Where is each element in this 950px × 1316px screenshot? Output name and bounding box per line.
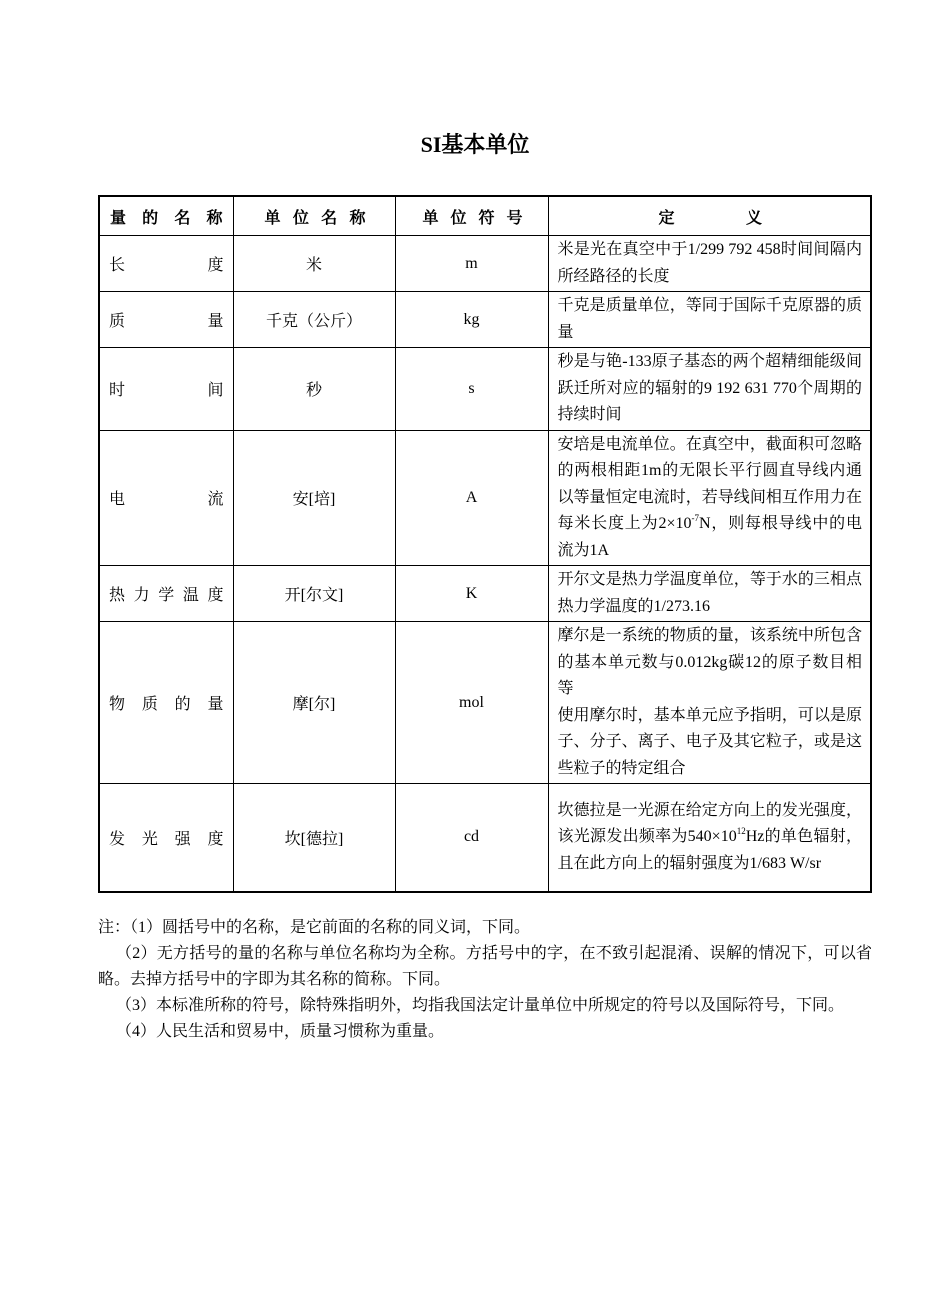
unit-symbol-cell: kg (395, 292, 548, 348)
header-unit-name: 单 位 名 称 (233, 196, 395, 236)
header-unit-symbol: 单 位 符 号 (395, 196, 548, 236)
si-units-table (98, 195, 872, 893)
header-definition: 定 义 (548, 196, 871, 236)
quantity-cell: 质 量 (99, 292, 233, 348)
definition-cell: 千克是质量单位，等同于国际千克原器的质量 (548, 292, 871, 348)
note-4: （4）人民生活和贸易中，质量习惯称为重量。 (116, 1023, 445, 1040)
unit-symbol-cell: m (395, 236, 548, 292)
definition-cell: 米是光在真空中于1/299 792 458时间间隔内所经路径的长度 (548, 236, 871, 292)
quantity-cell: 发 光 强 度 (99, 784, 233, 892)
table-row (99, 348, 871, 431)
table-row (99, 430, 871, 566)
table-row (99, 622, 871, 784)
definition-cell: 摩尔是一系统的物质的量，该系统中所包含的基本单元数与0.012kg碳12的原子数目相等 使用摩尔时，基本单元应予指明，可以是原子、分子、离子、电子及其它粒子，或是这些粒子的特定组合 (548, 622, 871, 784)
definition-cell: 坎德拉是一光源在给定方向上的发光强度，该光源发出频率为$540\times 10^{12}Hz$的单色辐射，且在此方向上的辐射强度为1/683 W/sr (548, 784, 871, 892)
quantity-cell: 电 流 (99, 430, 233, 566)
definition-cell: 秒是与铯-133原子基态的两个超精细能级间跃迁所对应的辐射的9 192 631 770个周期的持续时间 (548, 348, 871, 431)
table-row (99, 784, 871, 892)
unit-name-cell: 摩[尔] (233, 622, 395, 784)
table-row (99, 236, 871, 292)
quantity-cell: 长 度 (99, 236, 233, 292)
note-2: （2）无方括号的量的名称与单位名称均为全称。方括号中的字，在不致引起混淆、误解的情况下，可以省略。去掉方括号中的字即为其名称的简称。下同。 (98, 945, 872, 988)
note-1: 注：（1）圆括号中的名称，是它前面的名称的同义词，下同。 (98, 919, 531, 936)
table-row (99, 566, 871, 622)
unit-name-cell: 秒 (233, 348, 395, 431)
definition-cell: 开尔文是热力学温度单位，等于水的三相点热力学温度的1/273.16 (548, 566, 871, 622)
unit-name-cell: 千克（公斤） (233, 292, 395, 348)
unit-name-cell: 开[尔文] (233, 566, 395, 622)
header-quantity-name: 量 的 名 称 (99, 196, 233, 236)
quantity-cell: 时 间 (99, 348, 233, 431)
table-row (99, 292, 871, 348)
unit-symbol-cell: A (395, 430, 548, 566)
unit-name-cell: 安[培] (233, 430, 395, 566)
quantity-cell: 热 力 学 温 度 (99, 566, 233, 622)
notes-section (98, 915, 872, 1045)
unit-name-cell: 米 (233, 236, 395, 292)
unit-symbol-cell: s (395, 348, 548, 431)
page-title: SI基本单位 (420, 132, 530, 157)
table-header-row (99, 196, 871, 236)
unit-name-cell: 坎[德拉] (233, 784, 395, 892)
definition-cell: 安培是电流单位。在真空中，截面积可忽略的两根相距1m的无限长平行圆直导线内通以等量恒定电流时，若导线间相互作用力在每米长度上为$2\times 10^{-7}N$，则每根导线中的电流为1A (548, 430, 871, 566)
unit-symbol-cell: K (395, 566, 548, 622)
quantity-cell: 物 质 的 量 (99, 622, 233, 784)
note-3: （3）本标准所称的符号，除特殊指明外，均指我国法定计量单位中所规定的符号以及国际符号，下同。 (116, 997, 845, 1014)
unit-symbol-cell: mol (395, 622, 548, 784)
unit-symbol-cell: cd (395, 784, 548, 892)
